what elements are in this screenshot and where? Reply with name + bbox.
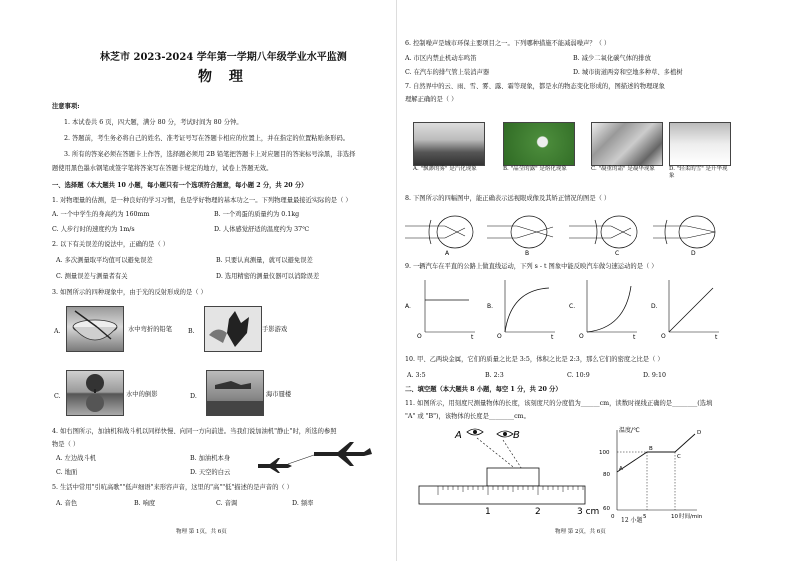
page-footer-1: 物理 第 1页，共 6页 (176, 529, 227, 535)
origin-label: O (579, 333, 584, 340)
q3-stem: 3. 如图所示的四种现象中，由于光的反射形成的是（ ） (52, 289, 207, 296)
notes-heading: 注意事项: (52, 103, 80, 110)
q4-option-d: D. 天空的白云 (190, 469, 231, 476)
q4-stem-line1: 4. 如右图所示，加油机和战斗机以同样快慢、向同一方向前进。当我们说加油机"静止"时，所选的参照 (52, 428, 337, 435)
q2-option-d: D. 选用精密的测量仪器可以消除误差 (216, 273, 320, 280)
section2-heading: 二、填空题（本大题共 8 小题，每空 1 分，共 20 分） (405, 386, 562, 393)
q3-caption-d: 海市蜃楼 (266, 391, 292, 398)
q4-aircraft-figure (254, 440, 374, 474)
note-item-1: 1. 本试卷共 6 页，四大题，满分 80 分，考试时间为 80 分钟。 (64, 119, 243, 126)
ruler-label-3: 3 cm (577, 507, 600, 517)
q1-option-b: B. 一个鸡蛋的质量约为 0.1kg (214, 211, 300, 218)
q10-option-d: D. 9:10 (643, 372, 666, 379)
origin-label: O (497, 333, 502, 340)
shadow-illustration (205, 307, 261, 351)
q2-stem: 2. 以下有关误差的说法中，正确的是（ ） (52, 241, 170, 248)
point-b-label: B (649, 446, 653, 452)
q12-temperature-graph (597, 424, 707, 520)
eye-diagram-d (653, 216, 715, 257)
q11-stem-line2: "A" 或 "B")，该物体的长度是________cm。 (405, 413, 530, 420)
q7-stem-line2: 理解正确的是（ ） (405, 96, 458, 103)
q10-option-b: B. 2:3 (485, 372, 504, 379)
q7-caption-d: D. "轻柔的雪" 是升华现象 (669, 166, 728, 179)
eye-label-a: A (455, 430, 462, 441)
q3-photo-b-hand-shadow (204, 306, 262, 352)
q5-option-b: B. 响度 (134, 500, 156, 507)
point-a-label: A (619, 466, 623, 472)
q1-option-c: C. 人步行时的速度约为 1m/s (52, 226, 135, 233)
ruler-label-2: 2 (535, 507, 541, 517)
q6-option-b: B. 减少二氧化碳气体的排放 (573, 55, 651, 62)
q6-stem: 6. 控制噪声是城市环保主要项目之一。下列哪种措施不能减弱噪声？（ ） (405, 40, 611, 47)
q7-photo-a-fog (413, 122, 485, 166)
q6-option-d: D. 城市街道两旁和空地多种草、多植树 (573, 69, 683, 76)
exam-title: 林芝市 2023-2024 学年第一学期八年级学业水平监测 (100, 52, 347, 63)
q3-photo-a-pencil-in-water (66, 306, 124, 352)
axis-t-label: t (551, 334, 554, 341)
ruler-label-1: 1 (485, 507, 491, 517)
q3-label-d: D. (190, 393, 197, 400)
q7-caption-c: C. "凝重的霜" 是凝华现象 (591, 166, 655, 172)
q5-stem: 5. 生活中常用"引吭高歌""低声细语"来形容声音，这里的"高""低"描述的是声音的（ ） (52, 484, 293, 491)
graph-label-b: B. (487, 303, 494, 310)
tanker-plane-icon (314, 442, 372, 466)
q10-stem: 10. 甲、乙两块金属，它们的质量之比是 3:5，体积之比是 2:3，那么它们的密度之比是（ ） (405, 356, 664, 363)
page-footer-2: 物理 第 2页，共 6页 (555, 529, 606, 535)
q12-caption: 12 小题 (621, 517, 643, 524)
section1-heading: 一、选择题（本大题共 10 小题，每小题只有一个选项符合题意，每小题 2 分，共 20 分） (52, 182, 308, 189)
q4-stem-line2: 物是（ ） (52, 441, 80, 448)
q4-option-b: B. 加油机本身 (190, 455, 231, 462)
temperature-curve (617, 434, 695, 472)
q9-st-graphs (405, 276, 735, 340)
eye-label-a: A (445, 250, 450, 257)
st-graph-c (569, 280, 637, 341)
exam-page-2 (397, 0, 794, 561)
fighter-jet-icon (258, 458, 292, 473)
q5-option-d: D. 频率 (292, 500, 314, 507)
q6-option-a: A. 市区内禁止机动车鸣笛 (405, 55, 477, 62)
graph-label-a: A. (405, 303, 411, 310)
y-tick-100: 100 (599, 450, 610, 456)
eye-icon (467, 429, 483, 435)
q9-stem: 9. 一辆汽车在平直的公路上做直线运动，下列 s - t 图象中能反映汽车做匀速运动的是（ ） (405, 263, 658, 270)
q2-option-b: B. 只要认真测量，就可以避免误差 (216, 257, 313, 264)
axis-t-label: t (471, 334, 474, 341)
q3-photo-d-mirage (206, 370, 264, 416)
axis-t-label: t (633, 334, 636, 341)
measured-block (487, 468, 539, 486)
point-d-label: D (697, 430, 702, 436)
q5-option-a: A. 音色 (56, 500, 78, 507)
q1-stem: 1. 对物理量的估测，是一种良好的学习习惯，也是学好物理的基本功之一。下列物理量最接近实际的是（ ） (52, 197, 352, 204)
st-graph-a (405, 280, 475, 341)
st-graph-d (651, 280, 719, 341)
q11-ruler-figure (417, 424, 600, 520)
eye-label-b: B (513, 430, 520, 441)
note-item-2: 2. 答题前，考生务必将自己的姓名、准考证号写在答题卡相应的位置上，并在指定的位置粘贴条形码。 (64, 135, 350, 142)
eye-label-d: D (691, 250, 696, 257)
mirage-illustration (207, 371, 263, 415)
q7-photo-b-dew (503, 122, 575, 166)
axis-t-label: t (715, 334, 718, 341)
x-tick-5: 5 (643, 514, 647, 520)
bowl-illustration (67, 307, 123, 351)
x-tick-10: 10 (671, 514, 678, 520)
q3-caption-c: 水中的倒影 (126, 391, 158, 398)
q1-option-a: A. 一个中学生的身高约为 160mm (52, 211, 150, 218)
q8-eye-diagrams (405, 210, 725, 256)
q7-stem-line1: 7. 自然界中的云、雨、雪、雾、露、霜等现象，都是水的物态变化形成的，图描述的物理现象 (405, 83, 665, 90)
note-item-4: 题使用黑色墨水钢笔或签字笔将答案写在答题卡规定的地方，试卷上答题无效。 (52, 165, 273, 172)
y-tick-80: 80 (603, 472, 610, 478)
graph-label-d: D. (651, 303, 658, 310)
st-graph-b (487, 280, 555, 341)
q3-photo-c-reflection (66, 370, 124, 416)
q4-option-a: A. 左边战斗机 (56, 455, 97, 462)
eye-label-c: C (615, 250, 620, 257)
q7-caption-a: A. "飘渺的雾" 是汽化现象 (413, 166, 477, 172)
q7-caption-b: B. "晶莹的露" 是熔化现象 (503, 166, 567, 172)
q10-option-c: C. 10:9 (567, 372, 590, 379)
x-tick-0: 0 (611, 514, 615, 520)
q5-option-c: C. 音调 (216, 500, 238, 507)
tree-reflection-illustration (67, 371, 123, 415)
q6-option-c: C. 在汽车的排气管上装消声器 (405, 69, 490, 76)
eye-label-b: B (525, 250, 530, 257)
q2-option-a: A. 多次测量取平均值可以避免误差 (56, 257, 153, 264)
q11-stem-line1: 11. 如图所示，用刻度尺测量物体的长度，该刻度尺的分度值为______cm，读数时视线正确的是________(选填 (405, 400, 713, 407)
ruler-body (419, 486, 585, 504)
q7-photo-d-snow (669, 122, 731, 166)
q8-stem: 8. 下图所示的四幅图中，能正确表示远视眼成像及其矫正情况的图是（ ） (405, 195, 611, 202)
q3-label-c: C. (54, 393, 61, 400)
graph-xlabel: 时间/min (679, 514, 703, 520)
q3-caption-a: 水中弯折的铅笔 (128, 326, 173, 333)
note-item-3: 3. 所有的答案必须在答题卡上作答，选择题必须用 2B 铅笔把答题卡上对应题目的答案标号涂黑，非选择 (64, 151, 356, 158)
eye-diagram-a (405, 216, 473, 257)
eye-diagram-b (487, 216, 553, 257)
eye-icon (497, 431, 513, 437)
origin-label: O (661, 333, 666, 340)
graph-label-c: C. (569, 303, 576, 310)
origin-label: O (417, 333, 422, 340)
q3-caption-b: 手影游戏 (262, 326, 288, 333)
eye-diagram-c (569, 216, 637, 257)
q3-label-b: B. (188, 328, 195, 335)
graph-ylabel: 温度/℃ (619, 427, 640, 434)
y-tick-60: 60 (603, 506, 610, 512)
q10-option-a: A. 3:5 (407, 372, 426, 379)
q2-option-c: C. 测量误差与测量者有关 (56, 273, 128, 280)
point-c-label: C (677, 454, 681, 460)
q4-option-c: C. 地面 (56, 469, 78, 476)
q7-photo-c-frost (591, 122, 663, 166)
q1-option-d: D. 人体感觉舒适的温度约为 37℃ (214, 226, 310, 233)
q3-label-a: A. (54, 328, 61, 335)
subject-title: 物 理 (198, 69, 249, 85)
